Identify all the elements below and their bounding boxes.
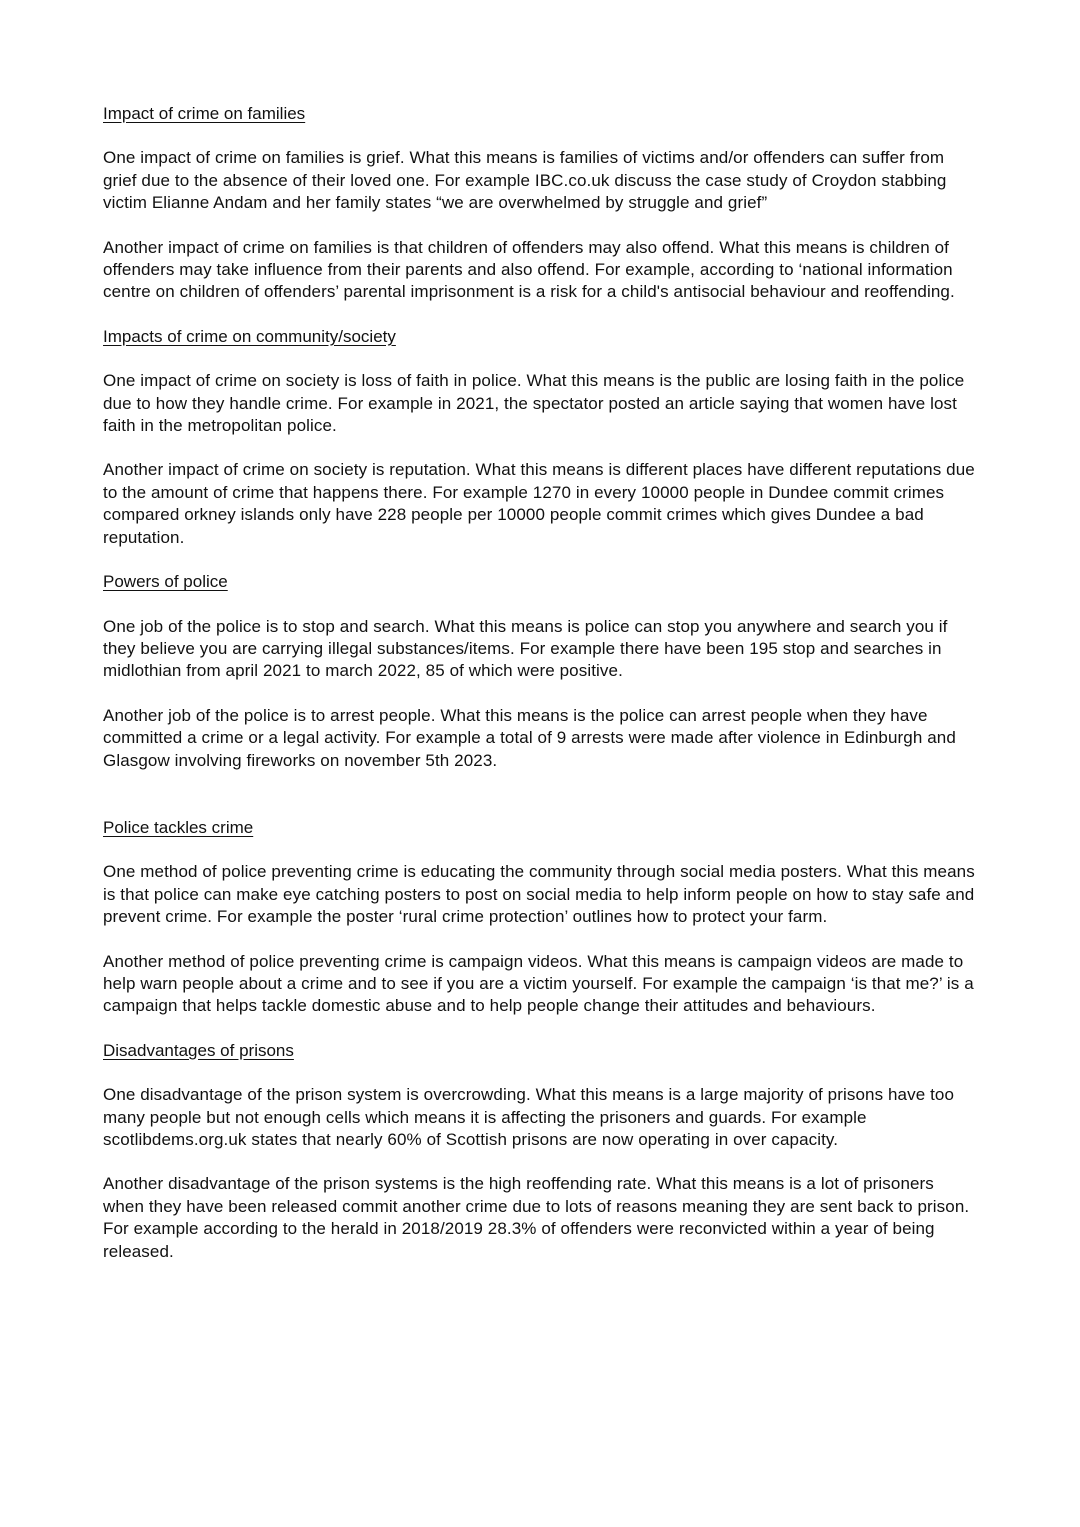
paragraph-police-campaign-videos: Another method of police preventing crime is campaign videos. What this means is campaign videos are made to help warn people about a crime and to see if you are a victim yourself. For example the campaign ‘is that me?’ is a campaign that helps tackle domestic abuse and to help people change their attitudes and behaviours.: [103, 951, 974, 1016]
paragraph-police-arrest: Another job of the police is to arrest people. What this means is the police can arrest people when they have committed a crime or a legal activity. For example a total of 9 arrests were made after violence in Edinburgh and Glasgow involving fireworks on november 5th 2023.: [103, 705, 956, 770]
paragraph-society-reputation: Another impact of crime on society is reputation. What this means is different places have different reputations due to the amount of crime that happens there. For example 1270 in every 10000 people in Dundee commit crimes compared orkney islands only have 228 people per 10000 people commit crimes which gives Dundee a bad reputation.: [103, 460, 975, 547]
paragraph-families-children-offend: Another impact of crime on families is that children of offenders may also offend. What this means is children of offenders may take influence from their parents and also offend. For example, according to ‘national information centre on children of offenders’ parental imprisonment is a risk for a child's antisocial behaviour and reoffending.: [103, 237, 955, 302]
paragraph-society-loss-of-faith: One impact of crime on society is loss of faith in police. What this means is the public are losing faith in the police due to how they handle crime. For example in 2021, the spectator posted an article saying that women have lost faith in the metropolitan police.: [103, 371, 965, 436]
section-heading-powers-of-police: Powers of police: [103, 572, 228, 592]
section-heading-police-tackles-crime: Police tackles crime: [103, 817, 254, 837]
section-powers-of-police: [103, 571, 976, 772]
section-impacts-of-crime-on-community: [103, 326, 976, 549]
paragraph-families-grief: One impact of crime on families is grief. What this means is families of victims and/or offenders can suffer from grief due to the absence of their loved one. For example IBC.co.uk discuss the case study of Croydon stabbing victim Elianne Andam and her family states “we are overwhelmed by struggle and grief”: [103, 148, 947, 213]
section-impact-of-crime-on-families: [103, 103, 976, 304]
section-police-tackles-crime: [103, 817, 976, 1018]
paragraph-police-stop-and-search: One job of the police is to stop and search. What this means is police can stop you anywhere and search you if they believe you are carrying illegal substances/items. For example there have been 195 stop and searches in midlothian from april 2021 to march 2022, 85 of which were positive.: [103, 616, 948, 681]
section-disadvantages-of-prisons: [103, 1040, 976, 1263]
section-heading-impacts-of-crime-on-community: Impacts of crime on community/society: [103, 326, 396, 346]
section-heading-disadvantages-of-prisons: Disadvantages of prisons: [103, 1040, 294, 1060]
paragraph-prisons-reoffending-rate: Another disadvantage of the prison systems is the high reoffending rate. What this means is a lot of prisoners when they have been released commit another crime due to lots of reasons meaning they are sent back to prison. For example according to the herald in 2018/2019 28.3% of offenders were reconvicted within a year of being released.: [103, 1174, 970, 1261]
paragraph-police-social-media-posters: One method of police preventing crime is educating the community through social media posters. What this means is that police can make eye catching posters to post on social media to help inform people on how to stay safe and prevent crime. For example the poster ‘rural crime protection’ outlines how to protect your farm.: [103, 862, 975, 927]
paragraph-prisons-overcrowding: One disadvantage of the prison system is overcrowding. What this means is a large majority of prisons have too many people but not enough cells which means it is affecting the prisoners and guards. For example scotlibdems.org.uk states that nearly 60% of Scottish prisons are now operating in over capacity.: [103, 1085, 955, 1149]
section-heading-impact-of-crime-on-families: Impact of crime on families: [103, 104, 306, 123]
